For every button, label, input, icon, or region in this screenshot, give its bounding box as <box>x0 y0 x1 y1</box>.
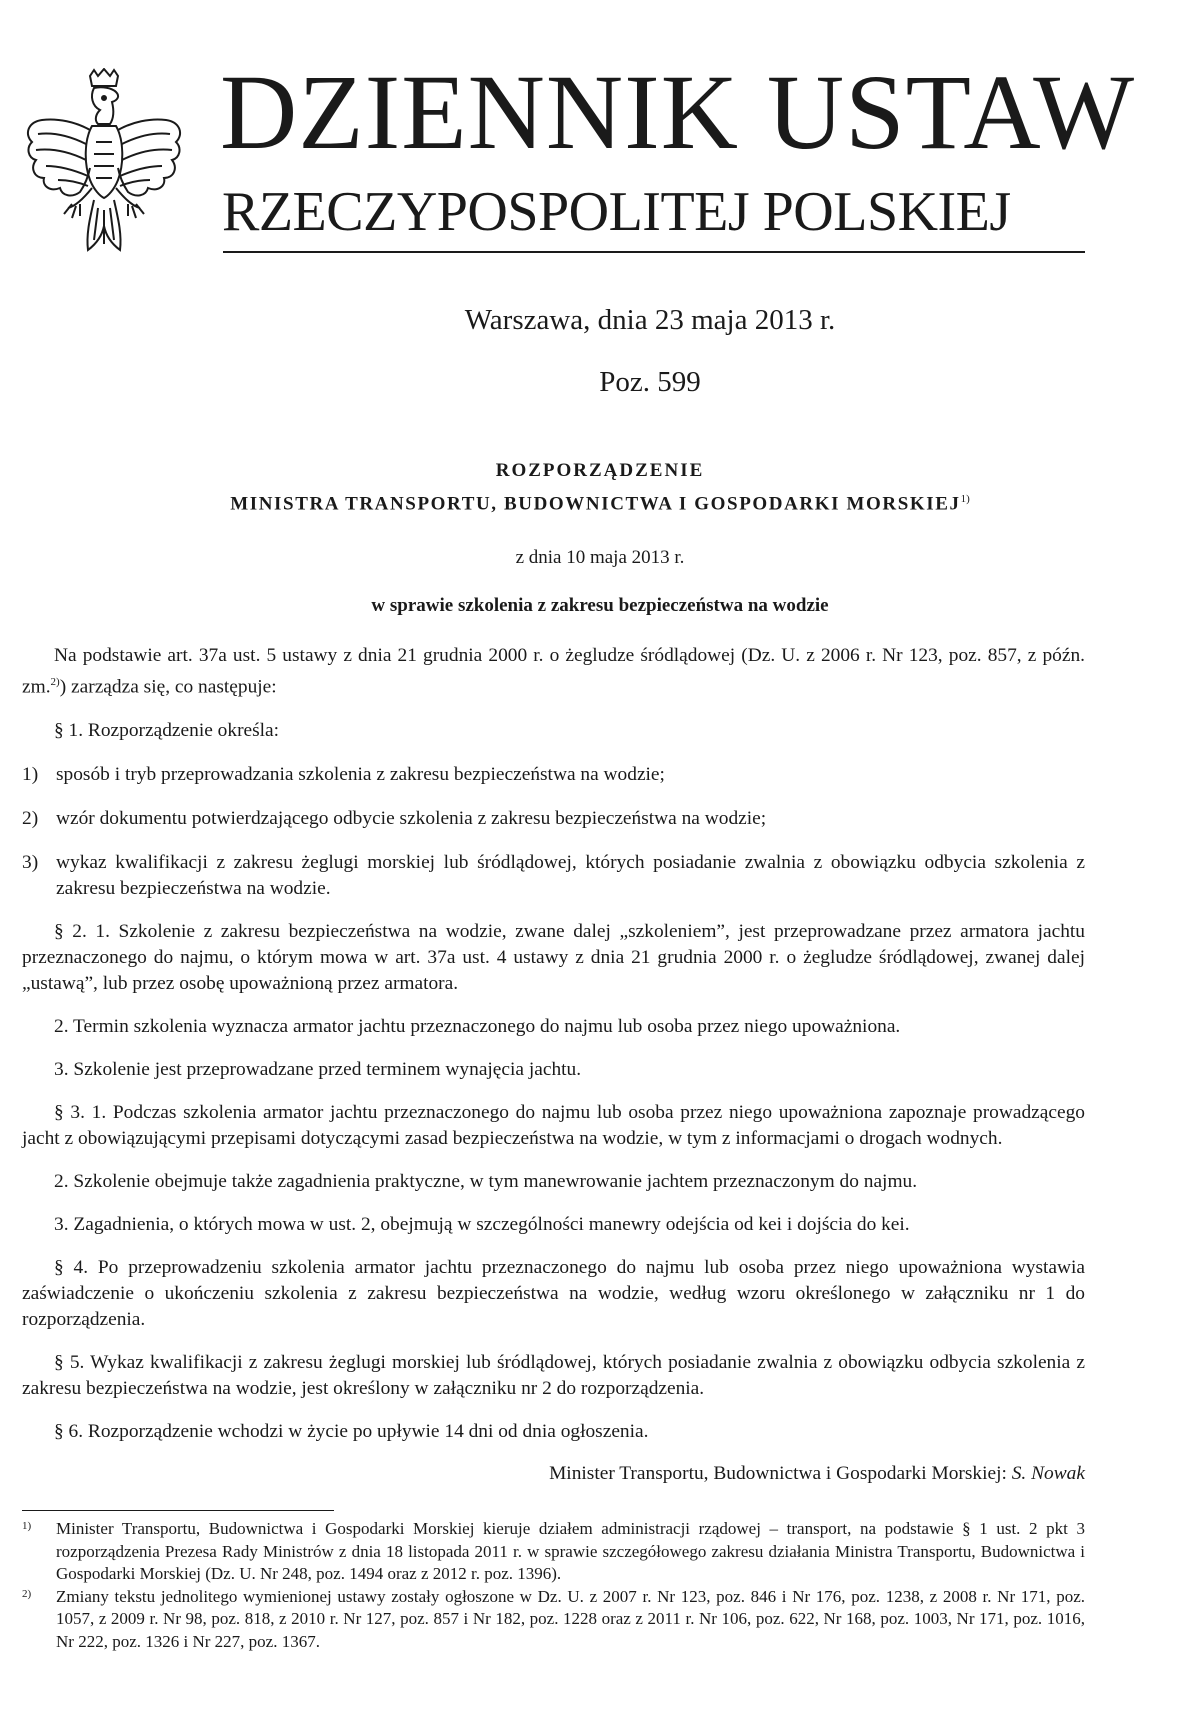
section-2-3: 3. Szkolenie jest przeprowadzane przed terminem wynajęcia jachtu. <box>54 1059 582 1081</box>
list-text: wzór dokumentu potwierdzającego odbycie szkolenia z zakresu bezpieczeństwa na wodzie; <box>56 808 767 830</box>
footnote-text: Zmiany tekstu jednolitego wymienionej ustawy zostały ogłoszone w Dz. U. z 2007 r. Nr 123, poz. 846 i Nr 176, poz. 1238, z 2008 r. Nr 171, poz. 1057, z 2009 r. Nr 98, poz. 818, z 2010 r. Nr 127, poz. 857 i Nr 182, poz. 1228 oraz z 2011 r. Nr 106, poz. 622, Nr 168, poz. 1003, Nr 171, poz. 1016, Nr 222, poz. 1326 i Nr 227, poz. 1367. <box>56 1586 1085 1651</box>
list-item <box>22 850 1085 902</box>
preamble-text-b: ) zarządza się, co następuje: <box>59 676 277 698</box>
list-item <box>22 762 1085 788</box>
list-text: wykaz kwalifikacji z zakresu żeglugi morskiej lub śródlądowej, których posiadanie zwalnia z obowiązku odbycia szkolenia z zakresu bezpieczeństwa na wodzie. <box>56 852 1085 900</box>
act-subject: w sprawie szkolenia z zakresu bezpieczeństwa na wodzie <box>371 595 829 616</box>
signature-role: Minister Transportu, Budownictwa i Gospodarki Morskiej: <box>549 1463 1012 1485</box>
white-eagle-emblem-icon <box>18 68 190 258</box>
act-body <box>22 643 1085 1487</box>
list-number: 3) <box>22 852 39 874</box>
section-2-1: § 2. 1. Szkolenie z zakresu bezpieczeństwa na wodzie, zwane dalej „szkoleniem”, jest przeprowadzane przez armatora jachtu przeznaczonego do najmu, o którym mowa w art. 37a ust. 4 ustawy z dnia 21 grudnia 2000 r. o żegludze śródlądowej, zwanej dalej „ustawą”, lub przez osobę upoważnioną przez armatora. <box>22 921 1085 995</box>
act-date: z dnia 10 maja 2013 r. <box>515 547 685 568</box>
masthead-divider <box>223 251 1085 253</box>
section-4: § 4. Po przeprowadzeniu szkolenia armator jachtu przeznaczonego do najmu lub osoba przez niego upoważniona wystawia zaświadczenie o ukończeniu szkolenia z zakresu bezpieczeństwa na wodzie, według wzoru określonego w załączniku nr 1 do rozporządzenia. <box>22 1257 1085 1331</box>
footnote-ref-2[interactable]: 2) <box>50 676 60 688</box>
list-text: sposób i tryb przeprowadzania szkolenia z zakresu bezpieczeństwa na wodzie; <box>56 764 665 786</box>
issue-position: Poz. 599 <box>599 366 701 398</box>
footnote-divider <box>22 1510 334 1511</box>
list-item <box>22 806 1085 832</box>
section-3-1: § 3. 1. Podczas szkolenia armator jachtu przeznaczonego do najmu lub osoba przez niego upoważniona zapoznaje prowadzącego jacht z obowiązującymi przepisami dotyczącymi zasad bezpieczeństwa na wodzie, w tym z informacjami o drogach wodnych. <box>22 1102 1085 1150</box>
footnote <box>22 1518 1085 1586</box>
section-6: § 6. Rozporządzenie wchodzi w życie po upływie 14 dni od dnia ogłoszenia. <box>54 1421 649 1443</box>
preamble <box>22 643 1085 700</box>
section-5: § 5. Wykaz kwalifikacji z zakresu żeglugi morskiej lub śródlądowej, których posiadanie zwalnia z obowiązku odbycia szkolenia z zakresu bezpieczeństwa na wodzie, jest określony w załączniku nr 2 do rozporządzenia. <box>22 1352 1085 1400</box>
footnote-text: Minister Transportu, Budownictwa i Gospodarki Morskiej kieruje działem administracji rządowej – transport, na podstawie § 1 ust. 2 pkt 3 rozporządzenia Prezesa Rady Ministrów z dnia 18 listopada 2011 r. w sprawie szczegółowego zakresu działania Ministra Transportu, Budownictwa i Gospodarki Morskiej (Dz. U. Nr 248, poz. 1494 oraz z 2012 r. poz. 1396). <box>56 1519 1085 1583</box>
list-number: 1) <box>22 764 39 786</box>
act-issuer <box>0 493 1200 515</box>
footnote-ref-1[interactable]: 1) <box>960 493 970 505</box>
footnote-mark: 2) <box>22 1587 32 1600</box>
footnote <box>22 1586 1085 1654</box>
section-1-intro: § 1. Rozporządzenie określa: <box>54 720 280 742</box>
act-type: ROZPORZĄDZENIE <box>495 460 705 481</box>
preamble-text-a: Na podstawie art. 37a ust. 5 ustawy z dnia 21 grudnia 2000 r. o żegludze śródlądowej (Dz. U. z 2006 r. Nr 123, poz. 857, z późn. zm. <box>22 645 1085 698</box>
signature-name: S. Nowak <box>1011 1463 1085 1485</box>
gazette-title: DZIENNIK USTAW <box>220 54 1136 172</box>
footnote-mark: 1) <box>22 1520 32 1532</box>
signature <box>22 1461 1085 1487</box>
section-3-2: 2. Szkolenie obejmuje także zagadnienia praktyczne, w tym manewrowanie jachtem przeznaczonym do najmu. <box>54 1171 918 1193</box>
act-issuer-text: MINISTRA TRANSPORTU, BUDOWNICTWA I GOSPODARKI MORSKIEJ <box>230 493 961 515</box>
list-number: 2) <box>22 808 39 830</box>
section-2-2: 2. Termin szkolenia wyznacza armator jachtu przeznaczonego do najmu lub osoba przez niego upoważniona. <box>54 1016 901 1038</box>
gazette-subtitle: RZECZYPOSPOLITEJ POLSKIEJ <box>222 181 1011 243</box>
issue-date: Warszawa, dnia 23 maja 2013 r. <box>464 304 836 336</box>
footnotes <box>22 1518 1085 1653</box>
section-3-3: 3. Zagadnienia, o których mowa w ust. 2, obejmują w szczególności manewry odejścia od kei i dojścia do kei. <box>54 1214 910 1236</box>
